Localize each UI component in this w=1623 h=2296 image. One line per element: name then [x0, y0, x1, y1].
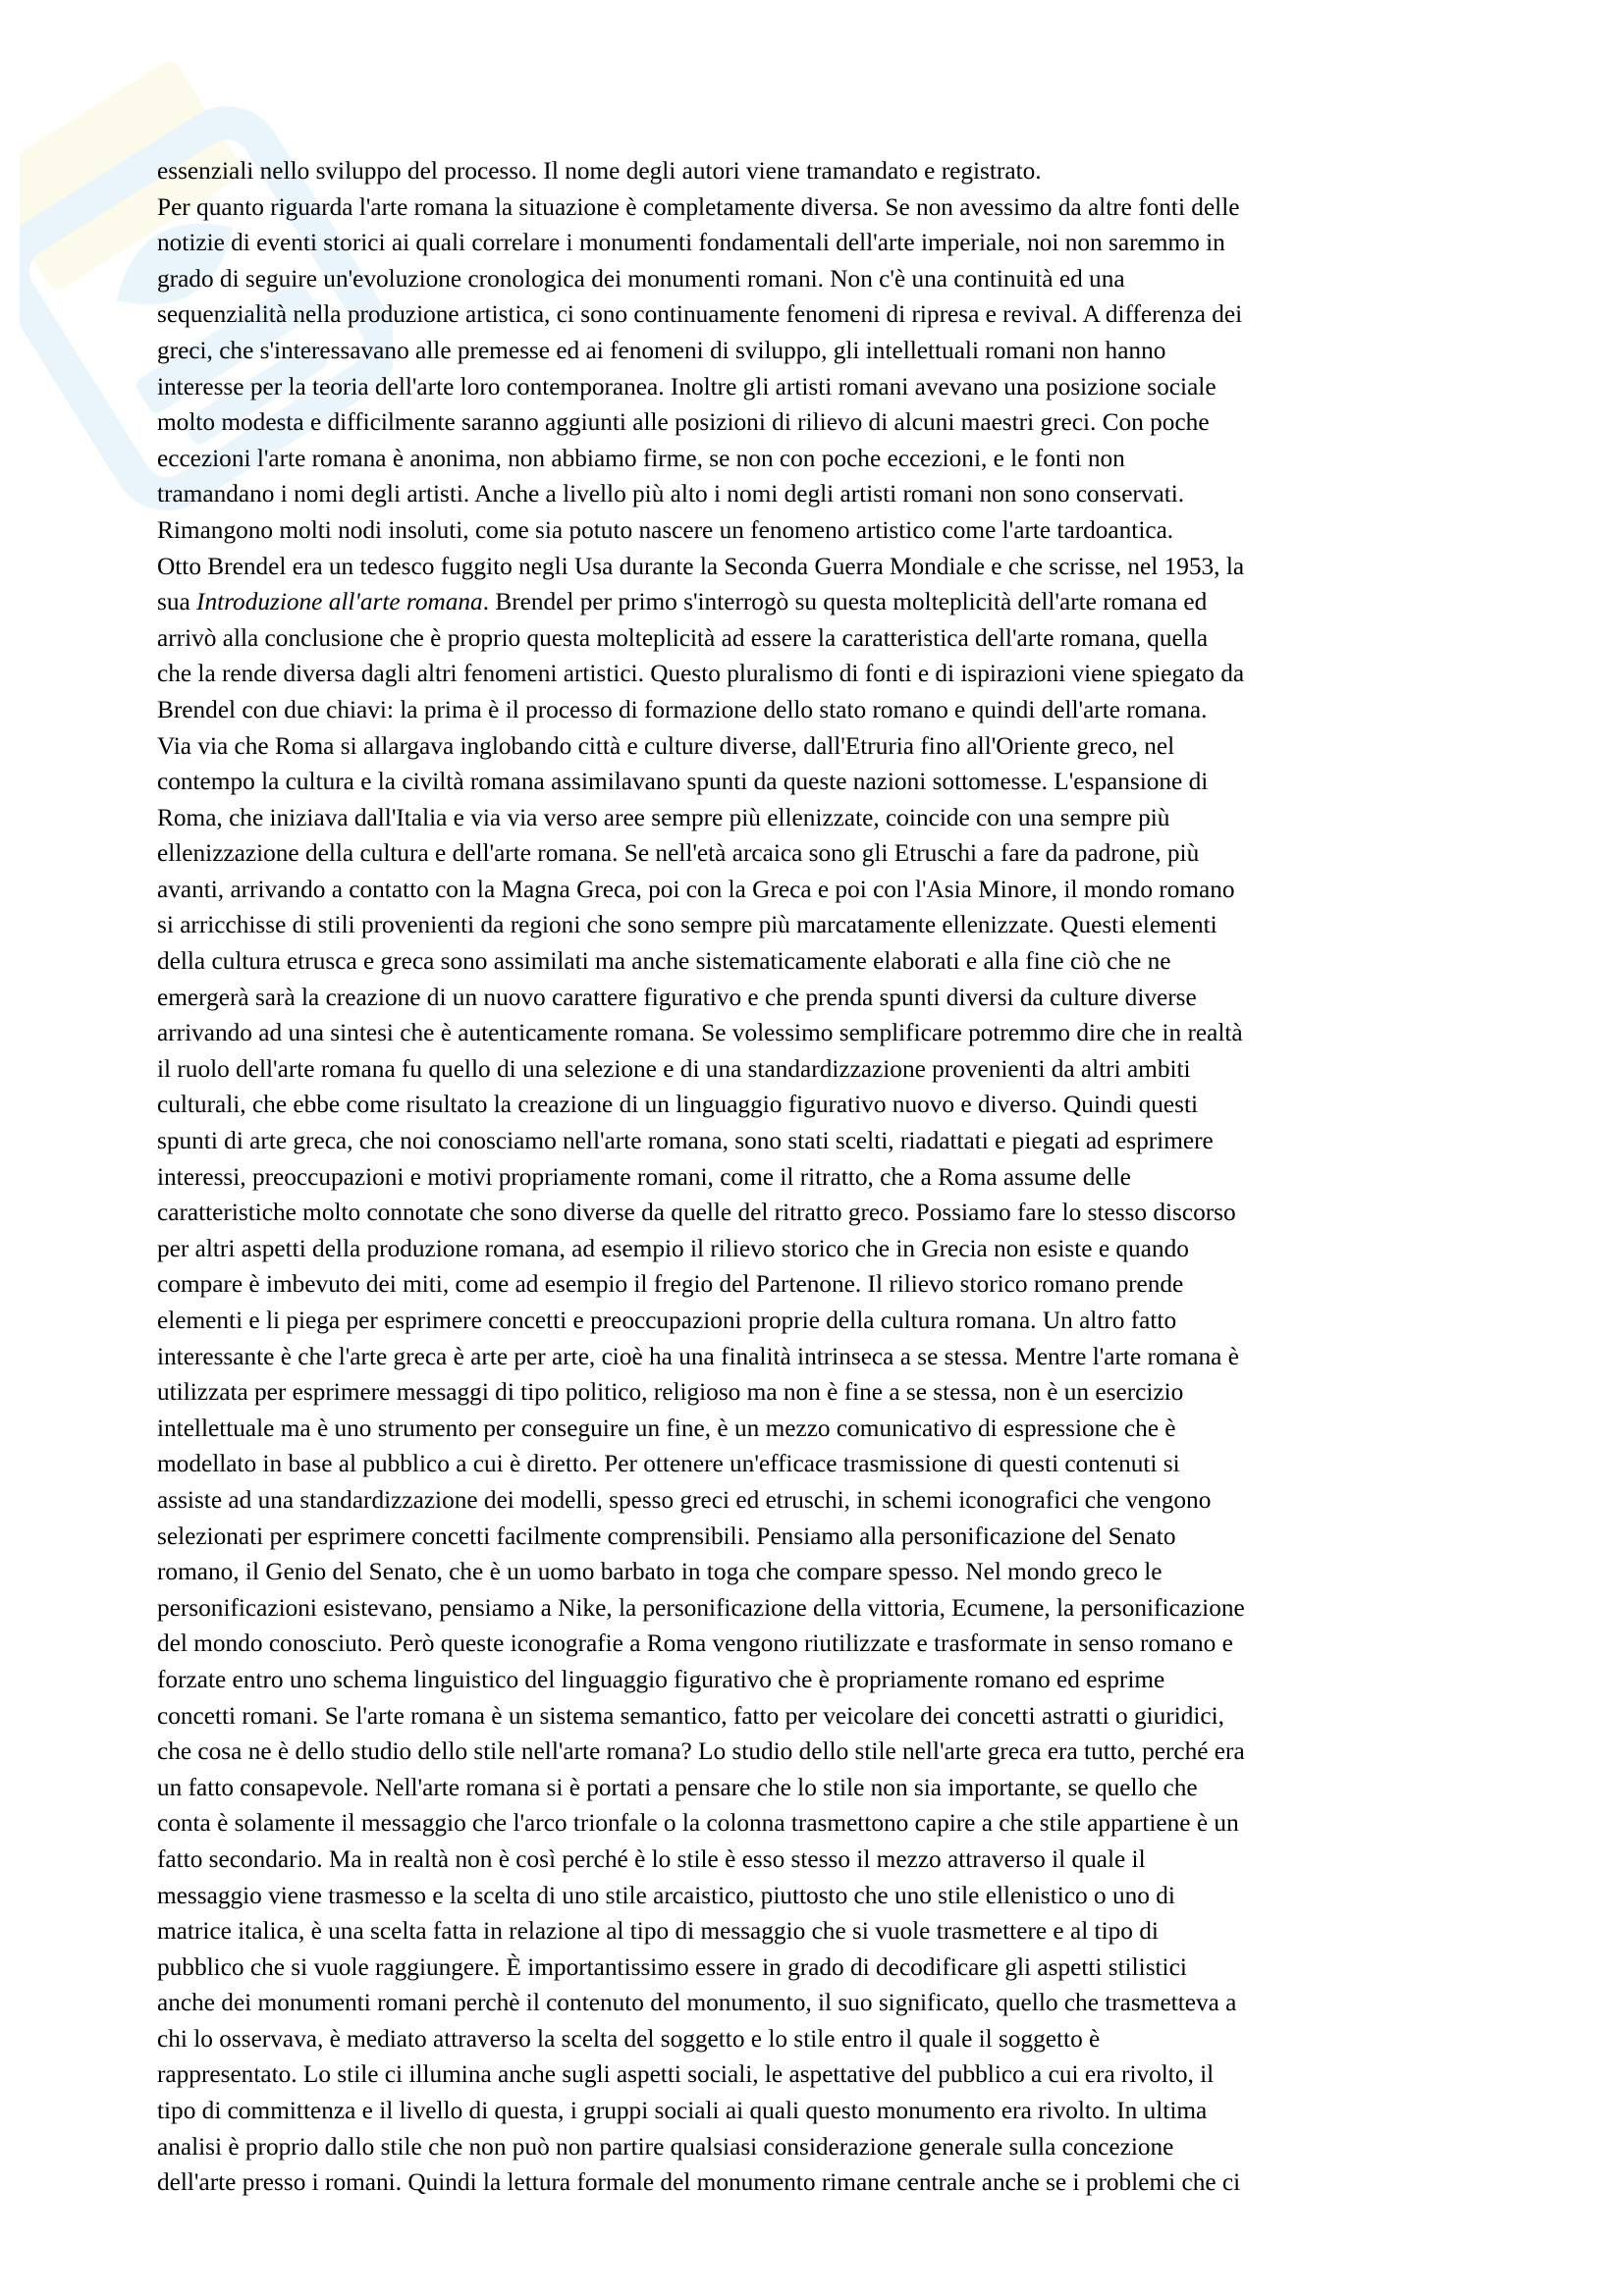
text-line: utilizzata per esprimere messaggi di tipo politico, religioso ma non è fine a se stessa, non è un esercizio	[157, 1378, 1184, 1407]
text-line: arrivò alla conclusione che è proprio questa molteplicità ad essere la caratteristica dell'arte romana, quella	[157, 623, 1209, 652]
text-fragment: sua	[157, 588, 197, 616]
text-line: rappresentato. Lo stile ci illumina anche sugli aspetti sociali, le aspettative del pubblico a cui era rivolto, il	[157, 2060, 1215, 2089]
text-line: pubblico che si vuole raggiungere. È importantissimo essere in grado di decodificare gli aspetti stilistici	[157, 1952, 1187, 1981]
text-line: per altri aspetti della produzione romana, ad esempio il rilievo storico che in Grecia non esiste e quando	[157, 1234, 1189, 1262]
text-line: romano, il Genio del Senato, che è un uomo barbato in toga che compare spesso. Nel mondo greco le	[157, 1558, 1163, 1586]
text-line: eccezioni l'arte romana è anonima, non abbiamo firme, se non con poche eccezioni, e le fonti non	[157, 444, 1125, 472]
text-line: greci, che s'interessavano alle premesse ed ai fenomeni di sviluppo, gli intellettuali romani non hanno	[157, 336, 1166, 364]
text-line: fatto secondario. Ma in realtà non è così perché è lo stile è esso stesso il mezzo attraverso il quale il	[157, 1844, 1146, 1873]
text-line: modellato in base al pubblico a cui è diretto. Per ottenere un'efficace trasmissione di questi contenuti si	[157, 1450, 1180, 1478]
text-line: notizie di eventi storici ai quali correlare i monumenti fondamentali dell'arte imperiale, noi non saremmo in	[157, 229, 1225, 257]
text-line: Per quanto riguarda l'arte romana la situazione è completamente diversa. Se non avessimo da altre fonti delle	[157, 192, 1240, 221]
text-line: assiste ad una standardizzazione dei modelli, spesso greci ed etruschi, in schemi iconografici che vengono	[157, 1485, 1212, 1514]
text-line: si arricchisse di stili provenienti da regioni che sono sempre più marcatamente ellenizzate. Questi elementi	[157, 911, 1217, 939]
text-line: interesse per la teoria dell'arte loro contemporanea. Inoltre gli artisti romani avevano una posizione sociale	[157, 372, 1217, 400]
text-line-with-title	[157, 584, 1492, 620]
text-line: il ruolo dell'arte romana fu quello di una selezione e di una standardizzazione provenienti da altri ambiti	[157, 1054, 1191, 1083]
text-fragment: .	[482, 588, 496, 616]
text-line: Rimangono molti nodi insoluti, come sia potuto nascere un fenomeno artistico come l'arte tardoantica.	[157, 515, 1174, 544]
text-line: tramandano i nomi degli artisti. Anche a livello più alto i nomi degli artisti romani non sono conservati.	[157, 480, 1185, 508]
text-line: compare è imbevuto dei miti, come ad esempio il fregio del Partenone. Il rilievo storico romano prende	[157, 1270, 1184, 1299]
text-line: del mondo conosciuto. Però queste iconografie a Roma vengono riutilizzate e trasformate in senso romano e	[157, 1629, 1233, 1658]
text-line: matrice italica, è una scelta fatta in relazione al tipo di messaggio che si vuole trasmettere e al tipo di	[157, 1917, 1159, 1946]
text-line: Brendel con due chiavi: la prima è il processo di formazione dello stato romano e quindi dell'arte romana.	[157, 695, 1208, 723]
text-line: molto modesta e difficilmente saranno aggiunti alle posizioni di rilievo di alcuni maestri greci. Con poche	[157, 408, 1210, 437]
text-line: selezionati per esprimere concetti facilmente comprensibili. Pensiamo alla personificazione del Senato	[157, 1522, 1176, 1550]
book-title: Introduzione all'arte romana	[196, 588, 483, 616]
text-line: arrivando ad una sintesi che è autenticamente romana. Se volessimo semplificare potremmo dire che in realtà	[157, 1019, 1243, 1047]
text-line: analisi è proprio dallo stile che non può non partire qualsiasi considerazione generale sulla concezione	[157, 2132, 1174, 2161]
body-text	[157, 153, 1492, 2201]
text-line: avanti, arrivando a contatto con la Magna Greca, poi con la Greca e poi con l'Asia Minore, il mondo romano	[157, 875, 1235, 903]
text-line: caratteristiche molto connotate che sono diverse da quelle del ritratto greco. Possiamo fare lo stesso discorso	[157, 1199, 1236, 1227]
text-line: forzate entro uno schema linguistico del linguaggio figurativo che è propriamente romano ed esprime	[157, 1665, 1165, 1693]
text-line: essenziali nello sviluppo del processo. Il nome degli autori viene tramandato e registrato.	[157, 157, 1042, 185]
text-line: spunti di arte greca, che noi conosciamo nell'arte romana, sono stati scelti, riadattati e piegati ad esprimere	[157, 1127, 1214, 1155]
text-line: sequenzialità nella produzione artistica, ci sono continuamente fenomeni di ripresa e revival. A differenza dei	[157, 300, 1243, 329]
text-line: concetti romani. Se l'arte romana è un sistema semantico, fatto per veicolare dei concetti astratti o giuridici,	[157, 1701, 1225, 1730]
text-line: messaggio viene trasmesso e la scelta di uno stile arcaistico, piuttosto che uno stile ellenistico o uno di	[157, 1881, 1175, 1909]
text-line: tipo di committenza e il livello di questa, i gruppi sociali ai quali questo monumento era rivolto. In ultima	[157, 2097, 1208, 2125]
text-line: che la rende diversa dagli altri fenomeni artistici. Questo pluralismo di fonti e di ispirazioni viene spiegato da	[157, 660, 1245, 688]
text-line: personificazioni esistevano, pensiamo a Nike, la personificazione della vittoria, Ecumene, la personificazione	[157, 1593, 1245, 1622]
text-line: interessi, preoccupazioni e motivi propriamente romani, come il ritratto, che a Roma assume delle	[157, 1162, 1131, 1191]
text-line: grado di seguire un'evoluzione cronologica dei monumenti romani. Non c'è una continuità ed una	[157, 264, 1125, 293]
text-line: dell'arte presso i romani. Quindi la lettura formale del monumento rimane centrale anche se i problemi che ci	[157, 2168, 1241, 2197]
text-line: Roma, che iniziava dall'Italia e via via verso aree sempre più ellenizzate, coincide con una sempre più	[157, 803, 1170, 831]
text-line: Via via che Roma si allargava inglobando città e culture diverse, dall'Etruria fino all'Oriente greco, nel	[157, 731, 1175, 760]
text-line: interessante è che l'arte greca è arte per arte, cioè ha una finalità intrinseca a se stessa. Mentre l'arte romana è	[157, 1342, 1239, 1370]
text-line: ellenizzazione della cultura e dell'arte romana. Se nell'età arcaica sono gli Etruschi a fare da padrone, più	[157, 839, 1200, 868]
text-line: chi lo osservava, è mediato attraverso la scelta del soggetto e lo stile entro il quale il soggetto è	[157, 2024, 1101, 2053]
text-line: contempo la cultura e la civiltà romana assimilavano spunti da queste nazioni sottomesse. L'espansione di	[157, 768, 1209, 796]
text-line: anche dei monumenti romani perchè il contenuto del monumento, il suo significato, quello che trasmetteva a	[157, 1989, 1237, 2017]
text-line: intellettuale ma è uno strumento per conseguire un fine, è un mezzo comunicativo di espressione che è	[157, 1414, 1176, 1442]
text-line: Otto Brendel era un tedesco fuggito negli Usa durante la Seconda Guerra Mondiale e che scrisse, nel 1953, la	[157, 552, 1245, 580]
text-line: che cosa ne è dello studio dello stile nell'arte romana? Lo studio dello stile nell'arte greca era tutto, perché era	[157, 1737, 1245, 1766]
text-line: un fatto consapevole. Nell'arte romana si è portati a pensare che lo stile non sia importante, se quello che	[157, 1773, 1198, 1801]
text-line: emergerà sarà la creazione di un nuovo carattere figurativo e che prenda spunti diversi da culture diverse	[157, 983, 1197, 1011]
text-fragment: Brendel per primo s'interrogò su questa molteplicità dell'arte romana ed	[495, 588, 1208, 616]
text-line: della cultura etrusca e greca sono assimilati ma anche sistematicamente elaborati e alla fine ciò che ne	[157, 947, 1171, 976]
text-line: culturali, che ebbe come risultato la creazione di un linguaggio figurativo nuovo e diverso. Quindi questi	[157, 1091, 1199, 1119]
text-line: elementi e li piega per esprimere concetti e preoccupazioni proprie della cultura romana. Un altro fatto	[157, 1307, 1177, 1334]
text-line: conta è solamente il messaggio che l'arco trionfale o la colonna trasmettono capire a che stile appartiene è un	[157, 1809, 1239, 1838]
